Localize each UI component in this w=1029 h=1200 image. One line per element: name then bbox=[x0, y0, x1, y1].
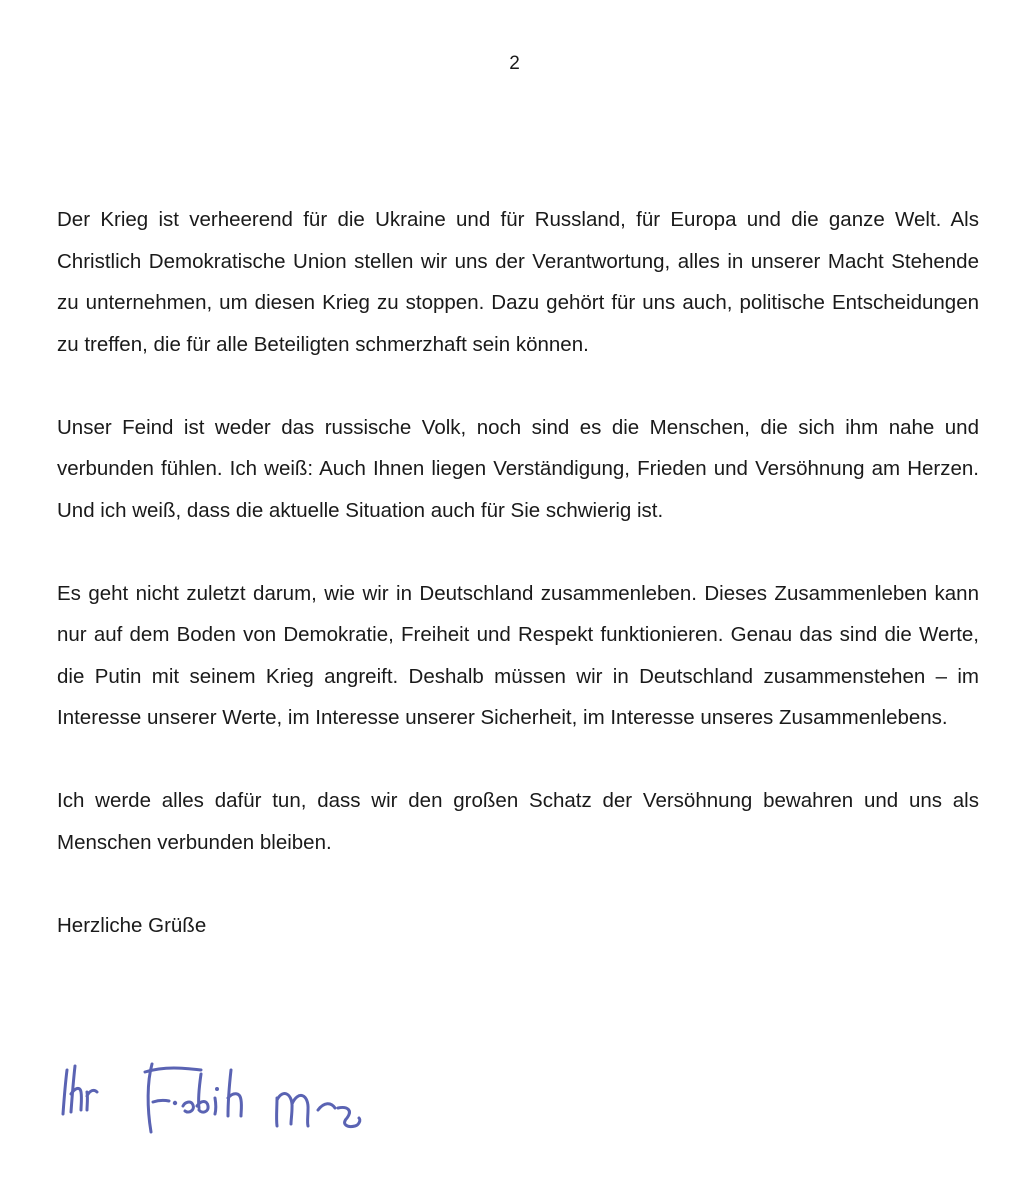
page-number: 2 bbox=[509, 53, 520, 74]
closing-salutation: Herzliche Grüße bbox=[57, 913, 207, 937]
signature-icon bbox=[55, 1048, 415, 1148]
paragraph-2: Unser Feind ist weder das russische Volk, noch sind es die Menschen, die sich ihm nahe und verbunden fühlen. Ich weiß: Auch Ihnen liegen Verständigung, Frieden und Versöhnung am Herzen. Und ich weiß, dass die aktuelle Situation auch für Sie schwierig ist. bbox=[57, 415, 979, 522]
paragraph-4: Ich werde alles dafür tun, dass wir den großen Schatz der Versöhnung bewahren und uns als Menschen verbunden bleiben. bbox=[57, 789, 979, 854]
letter-body bbox=[57, 199, 979, 946]
paragraph-3: Es geht nicht zuletzt darum, wie wir in Deutschland zusammenleben. Dieses Zusammenleben kann nur auf dem Boden von Demokratie, Freiheit und Respekt funktionieren. Genau das sind die Werte, die Putin mit seinem Krieg angreift. Deshalb müssen wir in Deutschland zusammenstehen – im Interesse unserer Werte, im Interesse unserer Sicherheit, im Interesse unseres Zusammenlebens. bbox=[57, 581, 979, 729]
signature bbox=[55, 1048, 415, 1148]
paragraph-1: Der Krieg ist verheerend für die Ukraine und für Russland, für Europa und die ganze Welt. Als Christlich Demokratische Union stellen wir uns der Verantwortung, alles in unserer Macht Stehende zu unternehmen, um diesen Krieg zu stoppen. Dazu gehört für uns auch, politische Entscheidungen zu treffen, die für alle Beteiligten schmerzhaft sein können. bbox=[57, 208, 979, 356]
